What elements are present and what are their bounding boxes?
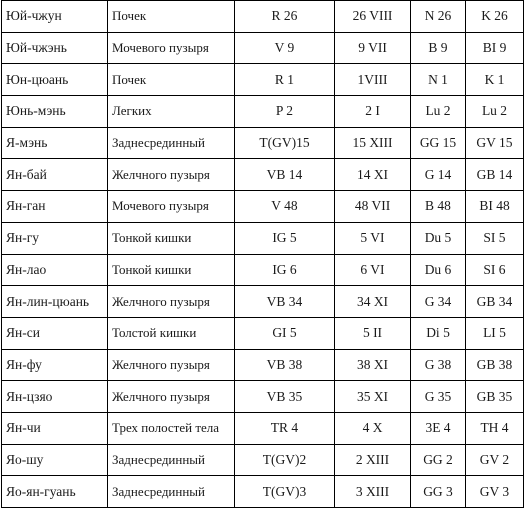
- table-row: [2, 159, 524, 191]
- acupoint-table: [1, 0, 524, 508]
- point-name-cell: Юй-чжун: [2, 1, 108, 33]
- notation-cell: Du 5: [411, 222, 466, 254]
- code-cell: VB 35: [235, 381, 335, 413]
- meridian-number-cell: 14 XI: [335, 159, 411, 191]
- point-name-cell: Ян-бай: [2, 159, 108, 191]
- code-cell: VB 14: [235, 159, 335, 191]
- point-name-cell: Ян-лао: [2, 254, 108, 286]
- intl-code-cell: GV 15: [466, 127, 524, 159]
- intl-code-cell: BI 48: [466, 191, 524, 223]
- code-cell: TR 4: [235, 412, 335, 444]
- code-cell: P 2: [235, 96, 335, 128]
- meridian-number-cell: 9 VII: [335, 32, 411, 64]
- meridian-number-cell: 35 XI: [335, 381, 411, 413]
- table-row: [2, 317, 524, 349]
- meridian-number-cell: 2 I: [335, 96, 411, 128]
- table-body: [2, 1, 524, 508]
- notation-cell: GG 3: [411, 476, 466, 508]
- point-name-cell: Ян-ган: [2, 191, 108, 223]
- point-name-cell: Я-мэнь: [2, 127, 108, 159]
- table-row: [2, 96, 524, 128]
- notation-cell: G 35: [411, 381, 466, 413]
- table-row: [2, 412, 524, 444]
- meridian-number-cell: 48 VII: [335, 191, 411, 223]
- organ-cell: Желчного пузыря: [108, 381, 235, 413]
- point-name-cell: Юнь-мэнь: [2, 96, 108, 128]
- intl-code-cell: GV 2: [466, 444, 524, 476]
- table-row: [2, 381, 524, 413]
- organ-cell: Заднесрединный: [108, 127, 235, 159]
- code-cell: VB 38: [235, 349, 335, 381]
- organ-cell: Тонкой кишки: [108, 254, 235, 286]
- organ-cell: Желчного пузыря: [108, 159, 235, 191]
- organ-cell: Заднесрединный: [108, 476, 235, 508]
- point-name-cell: Ян-гу: [2, 222, 108, 254]
- organ-cell: Мочевого пузыря: [108, 32, 235, 64]
- intl-code-cell: GB 14: [466, 159, 524, 191]
- code-cell: VB 34: [235, 286, 335, 318]
- notation-cell: N 26: [411, 1, 466, 33]
- organ-cell: Мочевого пузыря: [108, 191, 235, 223]
- table-row: [2, 254, 524, 286]
- organ-cell: Толстой кишки: [108, 317, 235, 349]
- code-cell: IG 5: [235, 222, 335, 254]
- code-cell: T(GV)3: [235, 476, 335, 508]
- code-cell: R 26: [235, 1, 335, 33]
- notation-cell: Di 5: [411, 317, 466, 349]
- meridian-number-cell: 5 VI: [335, 222, 411, 254]
- intl-code-cell: GB 34: [466, 286, 524, 318]
- meridian-number-cell: 38 XI: [335, 349, 411, 381]
- notation-cell: G 14: [411, 159, 466, 191]
- meridian-number-cell: 3 XIII: [335, 476, 411, 508]
- notation-cell: B 9: [411, 32, 466, 64]
- intl-code-cell: SI 6: [466, 254, 524, 286]
- organ-cell: Почек: [108, 64, 235, 96]
- point-name-cell: Ян-лин-цюань: [2, 286, 108, 318]
- table-row: [2, 444, 524, 476]
- table-row: [2, 191, 524, 223]
- intl-code-cell: GB 38: [466, 349, 524, 381]
- meridian-number-cell: 6 VI: [335, 254, 411, 286]
- notation-cell: Du 6: [411, 254, 466, 286]
- table-row: [2, 1, 524, 33]
- notation-cell: B 48: [411, 191, 466, 223]
- notation-cell: GG 2: [411, 444, 466, 476]
- intl-code-cell: SI 5: [466, 222, 524, 254]
- organ-cell: Желчного пузыря: [108, 286, 235, 318]
- notation-cell: Lu 2: [411, 96, 466, 128]
- table-row: [2, 222, 524, 254]
- meridian-number-cell: 5 II: [335, 317, 411, 349]
- code-cell: T(GV)2: [235, 444, 335, 476]
- intl-code-cell: BI 9: [466, 32, 524, 64]
- organ-cell: Трех полостей тела: [108, 412, 235, 444]
- meridian-number-cell: 1VIII: [335, 64, 411, 96]
- point-name-cell: Ян-чи: [2, 412, 108, 444]
- intl-code-cell: TH 4: [466, 412, 524, 444]
- intl-code-cell: Lu 2: [466, 96, 524, 128]
- table-row: [2, 32, 524, 64]
- point-name-cell: Юн-цюань: [2, 64, 108, 96]
- intl-code-cell: K 26: [466, 1, 524, 33]
- meridian-number-cell: 26 VIII: [335, 1, 411, 33]
- organ-cell: Легких: [108, 96, 235, 128]
- point-name-cell: Ян-цзяо: [2, 381, 108, 413]
- intl-code-cell: LI 5: [466, 317, 524, 349]
- notation-cell: G 34: [411, 286, 466, 318]
- table-row: [2, 349, 524, 381]
- intl-code-cell: GB 35: [466, 381, 524, 413]
- meridian-number-cell: 15 XIII: [335, 127, 411, 159]
- meridian-number-cell: 4 X: [335, 412, 411, 444]
- code-cell: V 9: [235, 32, 335, 64]
- point-name-cell: Юй-чжэнь: [2, 32, 108, 64]
- notation-cell: GG 15: [411, 127, 466, 159]
- point-name-cell: Яо-шу: [2, 444, 108, 476]
- point-name-cell: Ян-фу: [2, 349, 108, 381]
- organ-cell: Заднесрединный: [108, 444, 235, 476]
- code-cell: R 1: [235, 64, 335, 96]
- organ-cell: Тонкой кишки: [108, 222, 235, 254]
- code-cell: IG 6: [235, 254, 335, 286]
- table-row: [2, 286, 524, 318]
- meridian-number-cell: 34 XI: [335, 286, 411, 318]
- notation-cell: G 38: [411, 349, 466, 381]
- table-row: [2, 476, 524, 508]
- notation-cell: 3E 4: [411, 412, 466, 444]
- intl-code-cell: K 1: [466, 64, 524, 96]
- notation-cell: N 1: [411, 64, 466, 96]
- code-cell: V 48: [235, 191, 335, 223]
- organ-cell: Желчного пузыря: [108, 349, 235, 381]
- table-row: [2, 64, 524, 96]
- point-name-cell: Яо-ян-гуань: [2, 476, 108, 508]
- code-cell: GI 5: [235, 317, 335, 349]
- point-name-cell: Ян-си: [2, 317, 108, 349]
- table-row: [2, 127, 524, 159]
- intl-code-cell: GV 3: [466, 476, 524, 508]
- organ-cell: Почек: [108, 1, 235, 33]
- meridian-number-cell: 2 XIII: [335, 444, 411, 476]
- code-cell: T(GV)15: [235, 127, 335, 159]
